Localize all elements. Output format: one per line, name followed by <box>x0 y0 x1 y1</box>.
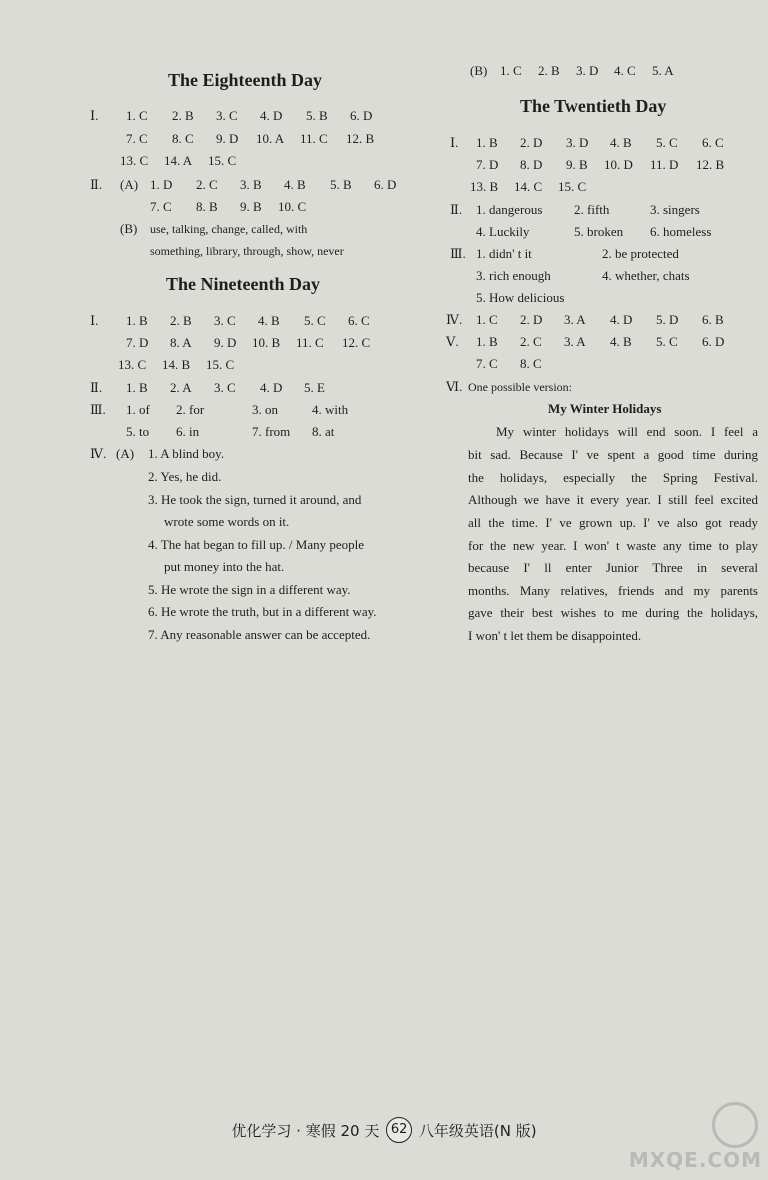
answer-item: 14. B <box>162 357 191 372</box>
word-list: use, talking, change, called, with <box>150 222 308 236</box>
answer-item: 6. D <box>374 177 397 192</box>
essay-line: the holidays, especially the Spring Festival. <box>468 470 758 485</box>
answer-item: 6. homeless <box>650 224 712 239</box>
answer-sentence: 7. Any reasonable answer can be accepted. <box>148 627 371 642</box>
answer-item: 10. A <box>256 131 285 146</box>
answer-item: 11. C <box>300 131 328 146</box>
answer-item: 15. C <box>208 153 237 168</box>
day20-I-row-1 <box>440 133 758 153</box>
answer-item: 9. B <box>566 157 588 172</box>
answer-item: 13. C <box>120 153 149 168</box>
essay-line: bit sad. Because I' ve spent a good time during <box>468 447 758 462</box>
day20-II-row-1 <box>440 200 758 220</box>
answer-item: 7. C <box>126 131 148 146</box>
answer-item: 5. C <box>304 313 326 328</box>
day18-II-B-line-2 <box>90 241 420 261</box>
answer-item: 3. B <box>240 177 262 192</box>
watermark-domain: MXQE.COM <box>628 1148 762 1172</box>
answer-item: 7. C <box>150 199 172 214</box>
roman-label: Ⅱ. <box>450 202 463 217</box>
answer-item: 1. didn' t it <box>476 246 532 261</box>
answer-item: 12. C <box>342 335 371 350</box>
answer-item: 5. How delicious <box>476 290 565 305</box>
answer-item: 4. D <box>260 108 283 123</box>
roman-label: Ⅳ. <box>446 312 463 327</box>
answer-item: 8. at <box>312 424 335 439</box>
essay-title: My Winter Holidays <box>548 401 662 416</box>
sub-label: (A) <box>120 177 139 192</box>
answer-sentence: wrote some words on it. <box>164 514 290 529</box>
answer-item: 9. D <box>214 335 237 350</box>
essay-line: gave their best wishes to me during the holidays, <box>468 605 758 620</box>
day20-III-row-2 <box>440 266 758 286</box>
answer-item: 2. B <box>170 313 192 328</box>
answer-item: 4. B <box>610 334 632 349</box>
answer-sentence: 6. He wrote the truth, but in a different way. <box>148 604 377 619</box>
answer-item: 2. be protected <box>602 246 679 261</box>
essay-line: for the new year. I won' t waste any time to play <box>468 538 758 553</box>
answer-item: 6. D <box>350 108 373 123</box>
day18-I-row-2 <box>90 129 420 149</box>
answer-item: 15. C <box>558 179 587 194</box>
answer-item: 4. Luckily <box>476 224 530 239</box>
answer-item: 12. B <box>346 131 375 146</box>
roman-label: Ⅱ. <box>90 177 103 192</box>
roman-label: Ⅱ. <box>90 380 103 395</box>
answer-item: 9. D <box>216 131 239 146</box>
answer-item: 7. D <box>126 335 149 350</box>
answer-item: 14. A <box>164 153 193 168</box>
roman-label: Ⅴ. <box>446 334 459 349</box>
answer-item: 3. A <box>564 312 586 327</box>
answer-sentence: 3. He took the sign, turned it around, and <box>148 492 362 507</box>
answer-item: 2. A <box>170 380 192 395</box>
day19-I-row-1 <box>90 311 420 331</box>
roman-label: Ⅰ. <box>450 135 459 150</box>
answer-item: 5. B <box>306 108 328 123</box>
day18-II-A-row-1 <box>90 175 420 195</box>
day18-I-row-3 <box>90 151 420 171</box>
answer-item: 2. C <box>520 334 542 349</box>
watermark <box>612 1102 762 1172</box>
day20-V-row-1 <box>440 332 758 352</box>
answer-item: 1. D <box>150 177 173 192</box>
answer-item: 2. fifth <box>574 202 610 217</box>
answer-item: 1. of <box>126 402 150 417</box>
answer-item: 3. A <box>564 334 586 349</box>
answer-item: 2. B <box>172 108 194 123</box>
answer-item: 5. B <box>330 177 352 192</box>
answer-item: 2. C <box>196 177 218 192</box>
day20-V-row-2 <box>440 354 758 374</box>
answer-sentence: 2. Yes, he did. <box>148 469 222 484</box>
answer-item: 5. D <box>656 312 679 327</box>
day20-IV-row <box>440 310 758 330</box>
answer-item: 6. in <box>176 424 200 439</box>
answer-item: 4. B <box>284 177 306 192</box>
day19-III-row-2 <box>90 422 420 442</box>
answer-item: 3. on <box>252 402 278 417</box>
answer-item: 2. B <box>538 63 560 78</box>
answer-item: 5. C <box>656 135 678 150</box>
essay-line: Although we have it every year. I still feel excited <box>468 492 758 507</box>
day19-I-row-3 <box>90 355 420 375</box>
roman-label: Ⅵ. <box>446 379 463 394</box>
day18-title: The Eighteenth Day <box>168 70 323 90</box>
answer-item: 3. C <box>214 313 236 328</box>
answer-item: 5. broken <box>574 224 624 239</box>
answer-item: 3. D <box>566 135 589 150</box>
answer-item: 6. C <box>348 313 370 328</box>
answer-item: 10. C <box>278 199 307 214</box>
answer-sentence: 5. He wrote the sign in a different way. <box>148 582 351 597</box>
essay-intro: One possible version: <box>468 380 572 394</box>
answer-item: 3. C <box>214 380 236 395</box>
sub-label: (B) <box>120 221 138 236</box>
answer-item: 6. D <box>702 334 725 349</box>
day18-II-B-line-1 <box>90 219 420 239</box>
essay-line: because I' ll enter Junior Three in several <box>468 560 758 575</box>
day19-I-row-2 <box>90 333 420 353</box>
answer-item: 8. C <box>172 131 194 146</box>
answer-item: 4. with <box>312 402 349 417</box>
essay-line: I won' t let them be disappointed. <box>468 628 642 643</box>
answer-item: 5. E <box>304 380 325 395</box>
answer-item: 12. B <box>696 157 725 172</box>
answer-item: 15. C <box>206 357 235 372</box>
book-title: 优化学习 · 寒假 20 天 <box>231 1121 380 1140</box>
day20-III-row-3 <box>440 288 758 308</box>
answer-item: 4. D <box>610 312 633 327</box>
answer-item: 8. A <box>170 335 192 350</box>
answer-item: 5. to <box>126 424 150 439</box>
word-list: something, library, through, show, never <box>150 244 344 258</box>
day18-I-row-1 <box>90 106 420 126</box>
answer-item: 2. D <box>520 135 543 150</box>
roman-label: Ⅰ. <box>90 313 99 328</box>
roman-label: Ⅲ. <box>90 402 106 417</box>
answer-item: 2. for <box>176 402 205 417</box>
answer-item: 1. B <box>476 334 498 349</box>
answer-item: 1. B <box>126 313 148 328</box>
answer-item: 14. C <box>514 179 543 194</box>
answer-item: 8. C <box>520 356 542 371</box>
answer-item: 10. B <box>252 335 281 350</box>
answer-item: 3. D <box>576 63 599 78</box>
answer-item: 10. D <box>604 157 633 172</box>
answer-item: 7. D <box>476 157 499 172</box>
page-number: 62 <box>386 1117 412 1143</box>
answer-item: 1. B <box>126 380 148 395</box>
roman-label: Ⅰ. <box>90 108 99 123</box>
answer-item: 8. B <box>196 199 218 214</box>
essay-line: My winter holidays will end soon. I feel a <box>496 424 758 439</box>
answer-item: 11. C <box>296 335 324 350</box>
answer-sentence: 4. The hat began to fill up. / Many people <box>148 537 365 552</box>
sub-label: (B) <box>470 63 488 78</box>
answer-item: 1. C <box>126 108 148 123</box>
answer-item: 4. whether, chats <box>602 268 690 283</box>
answer-item: 4. C <box>614 63 636 78</box>
day19-II-row <box>90 378 420 398</box>
answer-item: 5. C <box>656 334 678 349</box>
answer-item: 1. C <box>476 312 498 327</box>
answer-item: 13. B <box>470 179 499 194</box>
answer-item: 7. C <box>476 356 498 371</box>
day20-III-row-1 <box>440 244 758 264</box>
answer-item: 13. C <box>118 357 147 372</box>
answer-item: 1. C <box>500 63 522 78</box>
answer-item: 9. B <box>240 199 262 214</box>
subject-label: 八年级英语(N 版) <box>418 1121 537 1140</box>
day19-IV-line-1 <box>90 444 420 464</box>
watermark-logo-icon <box>712 1102 758 1148</box>
answer-item: 7. from <box>252 424 291 439</box>
day20-VI-intro <box>440 377 758 397</box>
answer-item: 5. A <box>652 63 674 78</box>
essay-line: all the time. I' ve grown up. I' ve also got ready <box>468 515 758 530</box>
essay-line: months. Many relatives, friends and my parents <box>468 583 758 598</box>
day20-I-row-3 <box>440 177 758 197</box>
day19-IV-B-row <box>440 61 758 81</box>
answer-item: 4. B <box>610 135 632 150</box>
answer-sentence: 1. A blind boy. <box>148 446 225 461</box>
answer-item: 3. singers <box>650 202 700 217</box>
answer-item: 3. C <box>216 108 238 123</box>
roman-label: Ⅲ. <box>450 246 466 261</box>
answer-sentence: put money into the hat. <box>164 559 285 574</box>
roman-label: Ⅳ. <box>90 446 107 461</box>
day18-II-A-row-2 <box>90 197 420 217</box>
answer-item: 4. D <box>260 380 283 395</box>
sub-label: (A) <box>116 446 135 461</box>
day19-title: The Nineteenth Day <box>166 274 320 294</box>
answer-item: 3. rich enough <box>476 268 551 283</box>
answer-item: 11. D <box>650 157 679 172</box>
day20-I-row-2 <box>440 155 758 175</box>
day20-title: The Twentieth Day <box>520 96 667 116</box>
answer-item: 2. D <box>520 312 543 327</box>
day19-III-row-1 <box>90 400 420 420</box>
answer-item: 6. B <box>702 312 724 327</box>
answer-item: 6. C <box>702 135 724 150</box>
answer-item: 4. B <box>258 313 280 328</box>
answer-item: 1. B <box>476 135 498 150</box>
day20-II-row-2 <box>440 222 758 242</box>
answer-item: 8. D <box>520 157 543 172</box>
answer-item: 1. dangerous <box>476 202 543 217</box>
